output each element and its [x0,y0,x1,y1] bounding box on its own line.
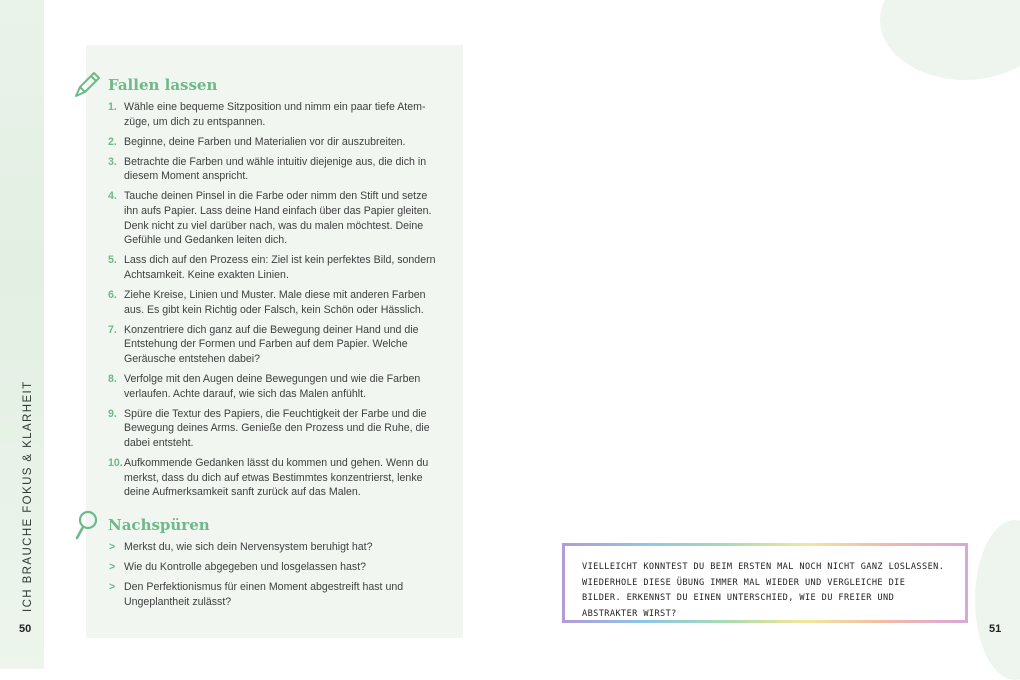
step-text: Verfolge mit den Augen deine Bewegungen und wie die Farben verlaufen. Achte darauf, wie sich das Malen anfühlt. [124,373,421,400]
step-item [108,135,444,150]
step-text: Betrachte die Farben und wähle intuitiv diejenige aus, die dich in diesem Moment anspricht. [124,155,427,183]
step-text: Lass dich auf den Prozess ein: Ziel ist kein perfektes Bild, sondern Achtsamkeit. Keine exakten Linien. [124,254,436,281]
quote-box [562,543,968,623]
step-item [108,253,444,282]
page-number-left: 50 [19,623,32,635]
chevron-right-icon: > [109,561,116,574]
step-item [108,456,444,500]
step-text: Spüre die Textur des Papiers, die Feuchtigkeit der Farbe und die Bewegung deines Arms. Genieße den Prozess und die Ruhe, die dabei entsteht. [124,407,430,449]
decorative-blob-bottom [975,520,1020,680]
step-number: 6. [108,289,117,302]
pencil-icon [72,70,102,100]
quote-text: VIELLEICHT KONNTEST DU BEIM ERSTEN MAL NOCH NICHT GANZ LOSLASSEN. WIEDERHOLE DIESE ÜBUNG IMMER MAL WIEDER UND VERGLEICHE DIE BILDER. ERKENNST DU EINEN UNTERSCHIED, WIE DU FREIER UND ABSTRAKTER WIRST? [565,546,965,620]
step-item [108,372,444,401]
section-heading-nachspueren: Nachspüren [108,516,210,534]
steps-list [108,100,444,505]
step-number: 4. [108,190,117,203]
reflection-text: Den Perfektionismus für einen Moment abgestreift hast und Ungeplantheit zulässt? [124,581,404,608]
step-number: 8. [108,373,117,385]
magnifier-icon [74,509,100,541]
step-text: Tauche deinen Pinsel in die Farbe oder nimm den Stift und setze ihn aufs Papier. Lass deine Hand einfach über das Papier gleiten. Denk nicht zu viel darüber nach, was du malen möchtest. Deine Gefühle und Gedanken leiten dich. [124,190,432,247]
reflection-list [108,540,444,615]
reflection-item [108,580,444,609]
reflection-item [108,540,444,555]
decorative-blob-top [880,0,1020,80]
step-item [108,155,444,184]
step-item [108,323,444,367]
step-number: 2. [108,135,117,148]
step-text: Aufkommende Gedanken lässt du kommen und gehen. Wenn du merkst, dass du dich auf etwas Bestimmtes konzentrierst, lenke deine Aufmerksamkeit sanft zurück auf das Malen. [124,456,429,499]
step-number: 10. [108,456,123,469]
step-item [108,288,444,317]
reflection-item [108,560,444,575]
step-number: 7. [108,323,117,336]
step-number: 5. [108,254,117,267]
step-item [108,189,444,247]
page-number-right: 51 [989,623,1002,635]
step-item [108,100,444,129]
step-text: Konzentriere dich ganz auf die Bewegung deiner Hand und die Entstehung der Formen und Farben auf dem Papier. Welche Geräusche entstehen dabei? [124,323,419,365]
reflection-text: Wie du Kontrolle abgegeben und losgelassen hast? [124,561,367,574]
reflection-text: Merkst du, wie sich dein Nervensystem beruhigt hat? [124,541,373,553]
chevron-right-icon: > [109,541,116,553]
step-number: 3. [108,155,117,168]
margin-title: ICH BRAUCHE FOKUS & KLARHEIT [22,380,34,612]
section-heading-fallen-lassen: Fallen lassen [108,76,218,94]
step-text: Ziehe Kreise, Linien und Muster. Male diese mit anderen Farben aus. Es gibt kein Richtig oder Falsch, kein Schön oder Hässlich. [124,289,426,316]
chevron-right-icon: > [109,581,116,594]
step-item [108,407,444,451]
step-number: 1. [108,101,117,113]
step-text: Beginne, deine Farben und Materialien vor dir auszubreiten. [124,135,406,148]
step-number: 9. [108,407,117,420]
step-text: Wähle eine bequeme Sitzposition und nimm ein paar tiefe Atem-züge, um dich zu entspannen. [124,101,426,128]
